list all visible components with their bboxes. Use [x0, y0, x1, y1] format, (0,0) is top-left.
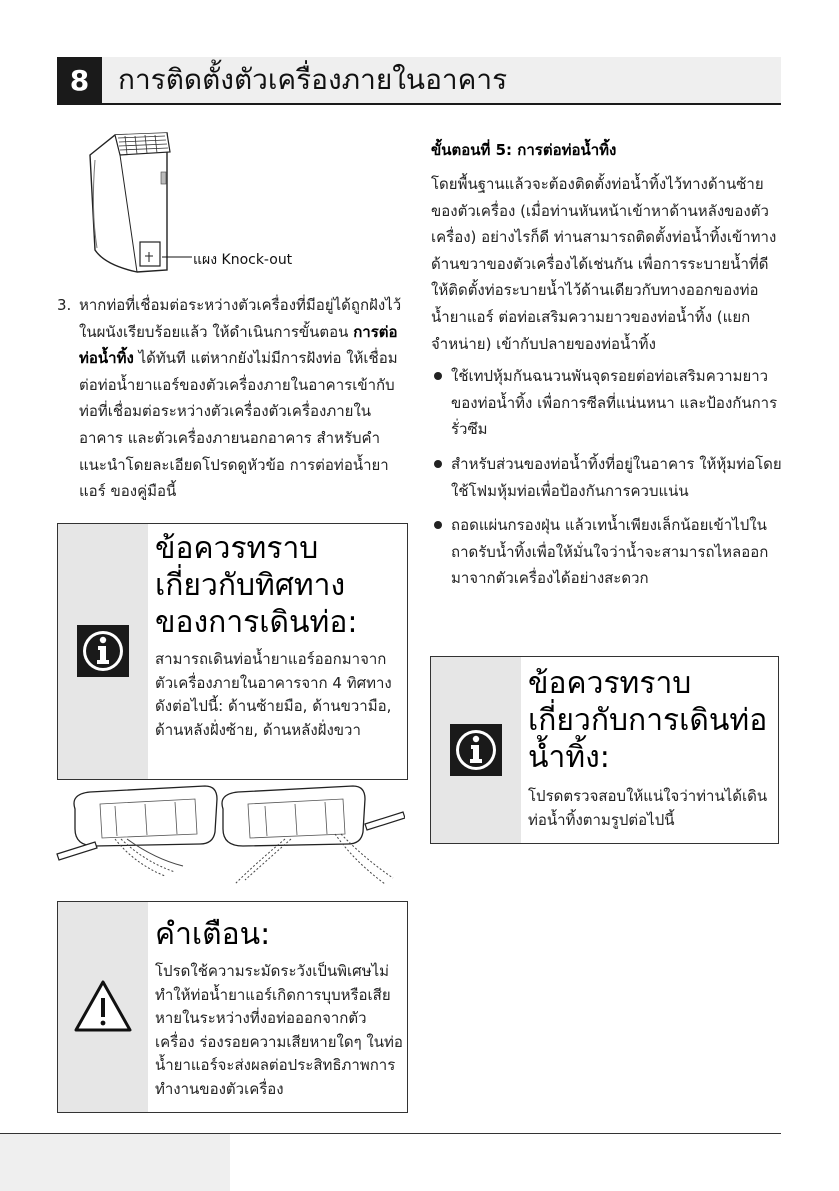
- knock-out-leader-line: [160, 245, 192, 265]
- warning-box: [57, 901, 408, 1113]
- list-item: ถอดแผ่นกรองฝุ่น แล้วเทน้ำเพียงเล็กน้อยเข้าไปในถาดรับน้ำทิ้งเพื่อให้มั่นใจว่าน้ำจะสามารถไหลออกมาจากตัวเครื่องได้อย่างสะดวก: [431, 512, 786, 592]
- warning-text: โปรดใช้ความระมัดระวังเป็นพิเศษไม่ทำให้ท่อน้ำยาแอร์เกิดการบุบหรือเสียหายในระหว่างที่งอท่อออกจากตัวเครื่อง ร่องรอยความเสียหายใดๆ ในท่อน้ำยาแอร์จะส่งผลต่อประสิทธิภาพการทำงานของตัวเครื่อง: [155, 962, 403, 1098]
- warning-title: คำเตือน:: [155, 917, 271, 952]
- pipe-direction-illustration: [55, 784, 405, 890]
- warning-triangle-icon: [72, 976, 134, 1038]
- step5-title: ขั้นตอนที่ 5: การต่อท่อน้ำทิ้ง: [431, 141, 617, 159]
- note-title-line1: ข้อควรทราบ: [155, 531, 319, 566]
- list-item: ใช้เทปหุ้มกันฉนวนพันจุดรอยต่อท่อเสริมความยาวของท่อน้ำทิ้ง เพื่อการซีลที่แน่นหนา และป้องกันการรั่วซึม: [431, 363, 786, 443]
- section-number: 8: [57, 57, 102, 103]
- step3-number: 3.: [57, 296, 72, 314]
- step3-bold: การต่อท่อน้ำทิ้ง: [79, 322, 398, 368]
- info-icon: [445, 719, 507, 781]
- note-drain-title-line1: ข้อควรทราบ: [528, 666, 692, 701]
- info-icon: [72, 620, 134, 682]
- note-drain-box: [430, 656, 779, 844]
- note-text: สามารถเดินท่อน้ำยาแอร์ออกมาจากตัวเครื่องภายในอาคารจาก 4 ทิศทางดังต่อไปนี้: ด้านซ้ายมือ, ด้านขวามือ, ด้านหลังฝั่งซ้าย, ด้านหลังฝั่งขวา: [155, 650, 392, 739]
- note-drain-title-line2: เกี่ยวกับการเดินท่อ: [528, 703, 768, 738]
- footer-panel: [0, 1134, 230, 1191]
- note-title-line3: ของการเดินท่อ:: [155, 605, 358, 640]
- step5-section: [431, 136, 786, 600]
- step5-intro: โดยพื้นฐานแล้วจะต้องติดตั้งท่อน้ำทิ้งไว้ทางด้านซ้ายของตัวเครื่อง (เมื่อท่านหันหน้าเข้าหาด้านหลังของตัวเครื่อง) อย่างไรก็ดี ท่านสามารถติดตั้งท่อน้ำทิ้งเข้าทางด้านขวาของตัวเครื่องได้เช่นกัน เพื่อการระบายน้ำที่ดี ให้ติดตั้งท่อระบายน้ำไว้ด้านเดียวกับทางออกของท่อน้ำยาแอร์ ต่อท่อเสริมความยาวของท่อน้ำทิ้ง (แยกจำหน่าย) เข้ากับปลายของท่อน้ำทิ้ง: [431, 175, 777, 353]
- note-drain-text: โปรดตรวจสอบให้แน่ใจว่าท่านได้เดินท่อน้ำทิ้งตามรูปต่อไปนี้: [528, 787, 768, 829]
- note-pipe-direction-box: [57, 523, 408, 780]
- step3-text-b: ได้ทันที แต่หากยังไม่มีการฝังท่อ ให้เชื่อมต่อท่อน้ำยาแอร์ของตัวเครื่องภายในอาคารเข้ากับท่อที่เชื่อมต่อระหว่างตัวเครื่องตัวเครื่องภายในอาคาร และตัวเครื่องภายนอกอาคาร สำหรับคำแนะนำโดยละเอียดโปรดดูหัวข้อ การต่อท่อน้ำยาแอร์ ของคู่มือนี้: [79, 349, 398, 501]
- list-item: สำหรับส่วนของท่อน้ำทิ้งที่อยู่ในอาคาร ให้หุ้มท่อโดยใช้โฟมหุ้มท่อเพื่อป้องกันการควบแน่น: [431, 451, 786, 504]
- step3-text-a: หากท่อที่เชื่อมต่อระหว่างตัวเครื่องที่มีอยู่ได้ถูกฝังไว้ในผนังเรียบร้อยแล้ว ให้ดำเนินการขั้นตอน: [79, 296, 402, 341]
- note-title-line2: เกี่ยวกับทิศทาง: [155, 568, 346, 603]
- page-title: การติดตั้งตัวเครื่องภายในอาคาร: [118, 63, 508, 96]
- step5-bullet-list: [431, 363, 786, 592]
- step3-paragraph: [57, 292, 407, 505]
- knock-out-label: แผง Knock-out: [193, 252, 293, 268]
- note-drain-title-line3: น้ำทิ้ง:: [528, 740, 610, 775]
